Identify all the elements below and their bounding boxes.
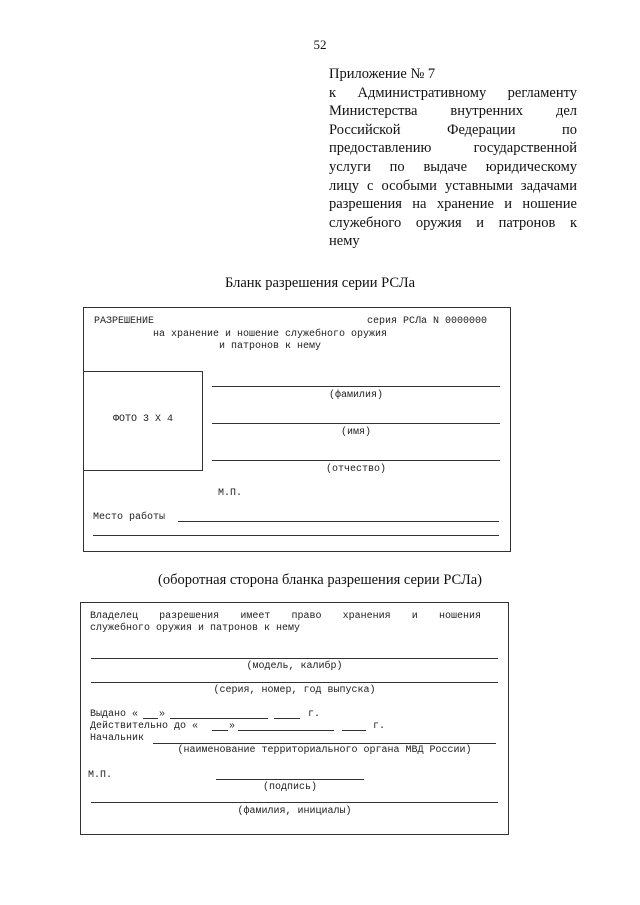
name-line (212, 423, 500, 424)
workplace-line (93, 535, 499, 536)
permit-subtitle: на хранение и ношение служебного оружия (152, 329, 388, 340)
valid-close: » (229, 721, 236, 732)
appendix-line: Российской Федерации по (329, 121, 577, 138)
appendix-line: лицу с особыми уставными задачами (329, 177, 577, 194)
serial-line (91, 682, 498, 683)
valid-label: Действительно до « (90, 721, 199, 732)
rights-word: хранения (342, 611, 391, 622)
valid-year-suffix: г. (373, 721, 386, 732)
appendix-line: Министерства внутренних дел (329, 103, 577, 120)
appendix-header (329, 65, 577, 251)
serial-label: (серия, номер, год выпуска) (213, 685, 376, 696)
patronymic-line (212, 460, 500, 461)
appendix-line: к Административному регламенту (329, 84, 577, 101)
issued-year-suffix: г. (308, 709, 321, 720)
chief-line (153, 743, 496, 744)
issued-month-line (170, 718, 268, 719)
appendix-title: Приложение № 7 (329, 66, 436, 82)
workplace-line (178, 521, 499, 522)
permit-subtitle: и патронов к нему (218, 341, 322, 352)
rights-word: разрешения (159, 611, 220, 622)
name-label: (имя) (340, 427, 371, 438)
surname-label: (фамилия) (328, 390, 383, 401)
permit-series: серия РСЛа N 0000000 (367, 316, 488, 327)
model-line (91, 658, 498, 659)
issued-label: Выдано « (90, 709, 139, 720)
surname-line (212, 386, 500, 387)
rights-text (90, 611, 481, 622)
rights-text-line-2: служебного оружия и патронов к нему (90, 623, 301, 634)
workplace-label: Место работы (93, 512, 166, 523)
initials-label: (фамилия, инициалы) (237, 806, 352, 817)
chief-label: Начальник (90, 733, 145, 744)
stamp-label: М.П. (218, 488, 243, 499)
issued-close: » (159, 709, 166, 720)
valid-month-line (238, 730, 334, 731)
appendix-line: нему (329, 233, 360, 250)
appendix-line: разрешения на хранение и ношение (329, 196, 577, 213)
rights-word: и (411, 611, 418, 622)
model-label: (модель, калибр) (246, 661, 343, 672)
initials-line (91, 802, 498, 803)
signature-line (216, 779, 364, 780)
signature-label: (подпись) (262, 782, 317, 793)
patronymic-label: (отчество) (325, 464, 386, 475)
front-caption: Бланк разрешения серии РСЛа (224, 275, 415, 291)
page-number: 52 (313, 37, 327, 52)
appendix-line: служебного оружия и патронов к (329, 214, 577, 231)
valid-day-line (212, 730, 228, 731)
issued-day-line (143, 718, 158, 719)
back-stamp-label: М.П. (88, 770, 113, 781)
rights-word: Владелец (90, 611, 139, 622)
rights-word: имеет (240, 611, 271, 622)
rights-word: ношения (438, 611, 481, 622)
rights-word: право (291, 611, 322, 622)
authority-label: (наименование территориального органа МВД России) (177, 745, 472, 756)
permit-title: РАЗРЕШЕНИЕ (94, 316, 155, 327)
back-caption: (оборотная сторона бланка разрешения серии РСЛа) (158, 572, 482, 588)
valid-year-line (342, 730, 366, 731)
issued-year-line (274, 718, 300, 719)
appendix-line: услуги по выдаче юридическому (329, 158, 577, 175)
appendix-line: предоставлению государственной (329, 140, 577, 157)
photo-label: ФОТО 3 Х 4 (112, 414, 173, 425)
